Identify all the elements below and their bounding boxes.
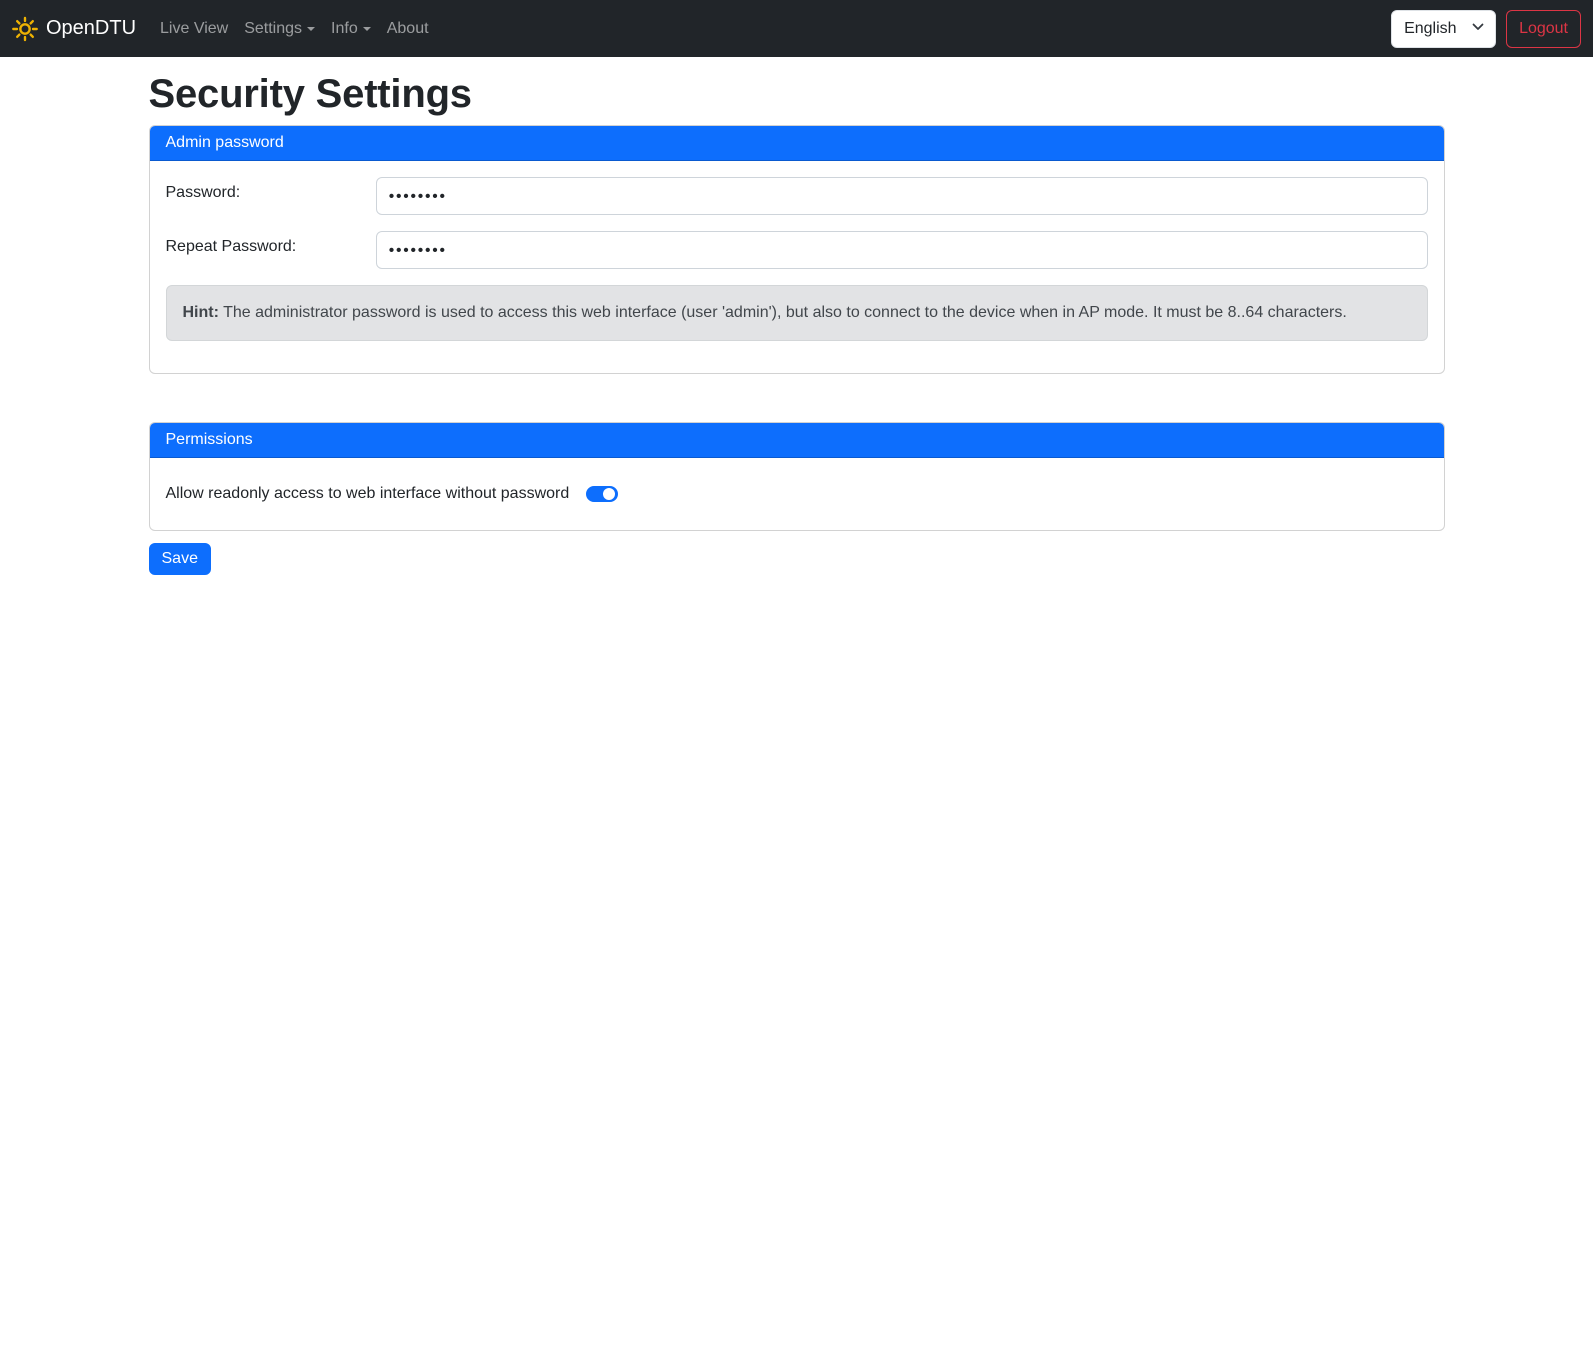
repeat-password-input[interactable] bbox=[376, 231, 1428, 269]
save-button[interactable]: Save bbox=[149, 543, 211, 575]
permissions-card-body bbox=[150, 458, 1444, 530]
page-title: Security Settings bbox=[148, 72, 472, 116]
password-input[interactable] bbox=[376, 177, 1428, 215]
language-select-wrap bbox=[1391, 10, 1496, 48]
repeat-password-row bbox=[166, 231, 1428, 269]
nav-item-label: Info bbox=[331, 19, 358, 37]
language-select[interactable] bbox=[1391, 10, 1496, 48]
readonly-access-row bbox=[166, 474, 1428, 514]
password-hint bbox=[166, 285, 1428, 341]
readonly-access-label: Allow readonly access to web interface without password bbox=[165, 485, 570, 503]
repeat-password-label: Repeat Password: bbox=[165, 238, 297, 255]
hint-text: The administrator password is used to access this web interface (user 'admin'), but also to connect to the device when in AP mode. It must be 8..64 characters. bbox=[223, 304, 1347, 321]
admin-password-card-body bbox=[150, 161, 1444, 373]
password-label: Password: bbox=[165, 184, 241, 201]
nav-item-label: Settings bbox=[244, 19, 303, 37]
admin-password-card-header: Admin password bbox=[150, 126, 1444, 161]
permissions-card bbox=[149, 422, 1445, 531]
hint-label: Hint: bbox=[182, 304, 219, 321]
nav-item-label: Live View bbox=[160, 19, 229, 37]
admin-password-card bbox=[149, 125, 1445, 374]
main-content bbox=[137, 72, 1457, 575]
password-row bbox=[166, 177, 1428, 215]
caret-down-icon bbox=[363, 27, 371, 31]
toggle-slider bbox=[586, 486, 618, 502]
repeat-password-field-wrap bbox=[376, 231, 1428, 269]
navbar-right-group bbox=[1391, 10, 1581, 48]
nav-item-live-view[interactable] bbox=[152, 12, 236, 46]
sun-icon bbox=[12, 16, 38, 42]
brand-link[interactable] bbox=[12, 16, 136, 42]
nav-item-info[interactable] bbox=[323, 12, 379, 46]
caret-down-icon bbox=[307, 27, 315, 31]
logout-button[interactable]: Logout bbox=[1506, 10, 1581, 48]
permissions-card-header: Permissions bbox=[150, 423, 1444, 458]
brand-text: OpenDTU bbox=[46, 17, 137, 39]
nav-item-label: About bbox=[386, 19, 429, 37]
nav-item-settings[interactable] bbox=[236, 12, 323, 46]
nav-menu bbox=[152, 12, 437, 46]
nav-item-about[interactable] bbox=[379, 12, 437, 46]
readonly-access-toggle[interactable] bbox=[586, 486, 618, 502]
top-navbar bbox=[0, 0, 1593, 57]
password-field-wrap bbox=[376, 177, 1428, 215]
